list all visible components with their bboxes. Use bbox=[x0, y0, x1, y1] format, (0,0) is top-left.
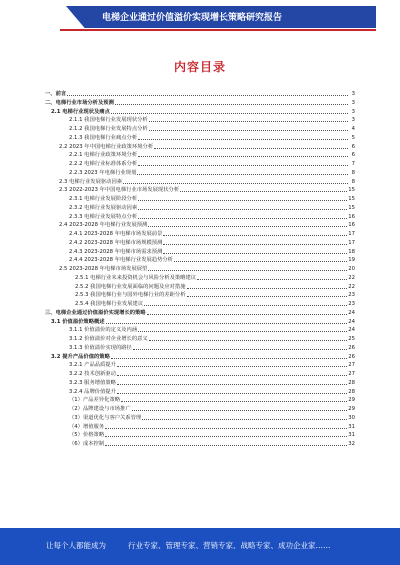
toc-entry-page: 28 bbox=[348, 388, 355, 395]
toc-entry-page: 22 bbox=[348, 274, 355, 281]
toc-entry[interactable] bbox=[45, 213, 355, 222]
toc-entry-label: 3.2.1 产品品质提升 bbox=[69, 362, 116, 369]
toc-entry[interactable] bbox=[45, 108, 355, 117]
toc-entry[interactable] bbox=[45, 256, 355, 265]
toc-entry-page: 3 bbox=[351, 99, 355, 106]
toc-entry[interactable] bbox=[45, 116, 355, 125]
toc-leader-dots bbox=[138, 204, 347, 210]
toc-entry[interactable] bbox=[45, 143, 355, 152]
toc-entry-label: 2.3.3 电梯行业发展特点分析 bbox=[69, 213, 138, 220]
toc-leader-dots bbox=[149, 335, 348, 341]
toc-entry-label: 3.2.2 技术创新驱动 bbox=[69, 371, 116, 377]
toc-entry-label: （5）价格策略 bbox=[69, 432, 105, 439]
toc-entry-page: 22 bbox=[348, 283, 355, 290]
footer-slogan-right: 行业专家、管理专家、营销专家、战略专家、成功企业家…… bbox=[128, 541, 331, 550]
toc-entry[interactable] bbox=[45, 239, 355, 248]
toc-entry-label: 2.3 2022-2023 年中国电梯行业市场发展现状分析 bbox=[59, 187, 180, 194]
toc-leader-dots bbox=[105, 440, 347, 446]
toc-entry[interactable] bbox=[45, 99, 355, 108]
toc-entry-page: 23 bbox=[348, 301, 355, 307]
toc-entry[interactable] bbox=[45, 440, 355, 449]
toc-entry-page: 16 bbox=[348, 222, 355, 229]
toc-entry-label: 3.1.1 价值溢价的定义及内涵 bbox=[69, 327, 138, 334]
toc-leader-dots bbox=[163, 230, 347, 236]
toc-entry-label: 2.5.3 我国电梯行业与国外电梯行业的差距分析 bbox=[75, 292, 186, 299]
toc-entry-label: （2）品牌建设与市场推广 bbox=[69, 406, 131, 412]
toc-entry-page: 6 bbox=[351, 152, 355, 159]
toc-entry[interactable] bbox=[45, 230, 355, 239]
toc-entry[interactable] bbox=[45, 431, 355, 440]
toc-leader-dots bbox=[106, 318, 348, 324]
toc-entry-label: 3.2.4 品牌价值提升 bbox=[69, 388, 116, 395]
toc-entry-label: 3.1.2 价值溢价对企业增长的意义 bbox=[69, 336, 148, 342]
toc-leader-dots bbox=[180, 186, 347, 192]
toc-entry[interactable] bbox=[45, 151, 355, 160]
toc-entry-label: 三、电梯企业通过价值溢价实现增长的策略 bbox=[45, 309, 146, 316]
toc-leader-dots bbox=[132, 405, 348, 411]
toc-leader-dots bbox=[149, 116, 348, 122]
toc-entry-label: 2.3.2 电梯行业发展驱动因素 bbox=[69, 204, 138, 211]
toc-entry[interactable] bbox=[45, 344, 355, 353]
title-underline bbox=[60, 29, 376, 31]
toc-entry-label: 3.2 提升产品价值的策略 bbox=[51, 353, 110, 360]
toc-entry-label: （3）渠道优化与客户关系管理 bbox=[69, 414, 142, 421]
toc-entry[interactable] bbox=[45, 195, 355, 204]
toc-entry-page: 20 bbox=[348, 266, 355, 272]
toc-entry-label: 2.5.4 我国电梯行业发展建议 bbox=[75, 301, 144, 307]
toc-entry-page: 31 bbox=[348, 432, 355, 439]
toc-entry-page: 19 bbox=[348, 257, 355, 264]
toc-entry-label: 2.1.2 我国电梯行业发展特点分析 bbox=[69, 126, 148, 132]
toc-entry[interactable] bbox=[45, 326, 355, 335]
toc-leader-dots bbox=[144, 300, 347, 306]
toc-entry-page: 32 bbox=[348, 441, 355, 447]
toc-entry[interactable] bbox=[45, 265, 355, 274]
toc-entry-page: 4 bbox=[351, 126, 355, 132]
toc-entry-page: 3 bbox=[351, 108, 355, 115]
toc-entry[interactable] bbox=[45, 178, 355, 187]
toc-entry[interactable] bbox=[45, 160, 355, 169]
table-of-contents bbox=[45, 90, 355, 449]
toc-entry[interactable] bbox=[45, 221, 355, 230]
toc-leader-dots bbox=[137, 169, 348, 175]
toc-entry-page: 24 bbox=[348, 318, 355, 325]
toc-entry-page: 23 bbox=[348, 292, 355, 299]
toc-entry[interactable] bbox=[45, 291, 355, 300]
toc-entry-label: 2.4.2 2023-2028 年电梯市场规模预测 bbox=[69, 239, 163, 246]
toc-entry-page: 31 bbox=[348, 423, 355, 430]
toc-leader-dots bbox=[148, 221, 347, 227]
toc-entry-label: （4）增值服务 bbox=[69, 423, 105, 430]
toc-entry[interactable] bbox=[45, 300, 355, 309]
toc-leader-dots bbox=[148, 265, 347, 271]
toc-leader-dots bbox=[138, 195, 347, 201]
toc-entry-page: 15 bbox=[348, 187, 355, 194]
toc-entry[interactable] bbox=[45, 309, 355, 318]
toc-entry-page: 3 bbox=[351, 91, 355, 97]
toc-leader-dots bbox=[149, 125, 348, 131]
toc-entry[interactable] bbox=[45, 388, 355, 397]
toc-leader-dots bbox=[138, 160, 348, 166]
toc-leader-dots bbox=[138, 151, 348, 157]
toc-entry[interactable] bbox=[45, 423, 355, 432]
toc-entry-label: 2.5.2 我国电梯行业发展面临的问题及应对措施 bbox=[75, 283, 186, 290]
toc-leader-dots bbox=[197, 274, 347, 280]
toc-entry-page: 29 bbox=[348, 406, 355, 412]
toc-entry-label: 一、前言 bbox=[45, 91, 67, 97]
toc-entry[interactable] bbox=[45, 405, 355, 414]
toc-entry[interactable] bbox=[45, 169, 355, 178]
toc-entry-label: 2.2 2023 年中国电梯行业政策环境分析 bbox=[59, 143, 154, 150]
toc-entry-label: 2.1.3 我国电梯行业痛点分析 bbox=[69, 134, 138, 141]
toc-entry-label: 2.3 电梯行业发展驱动因素 bbox=[59, 178, 123, 185]
toc-entry-page: 26 bbox=[348, 353, 355, 360]
toc-entry-label: 2.5 2023-2028 年电梯市场发展展望 bbox=[59, 266, 148, 272]
toc-leader-dots bbox=[67, 90, 348, 96]
toc-leader-dots bbox=[163, 248, 347, 254]
toc-entry[interactable] bbox=[45, 90, 355, 99]
toc-leader-dots bbox=[117, 361, 347, 367]
toc-leader-dots bbox=[105, 431, 347, 437]
toc-entry-label: 2.1.1 我国电梯行业发展现状分析 bbox=[69, 117, 148, 124]
toc-entry[interactable] bbox=[45, 361, 355, 370]
toc-leader-dots bbox=[163, 239, 347, 245]
toc-entry[interactable] bbox=[45, 248, 355, 257]
toc-leader-dots bbox=[117, 370, 347, 376]
toc-entry-label: 2.2.3 2023 年电梯行业规划 bbox=[69, 169, 137, 176]
toc-leader-dots bbox=[174, 256, 347, 262]
toc-entry-page: 16 bbox=[348, 213, 355, 220]
toc-entry-page: 6 bbox=[351, 143, 355, 150]
header bbox=[0, 0, 400, 40]
toc-entry-label: 二、电梯行业市场分析及预测 bbox=[45, 99, 114, 106]
toc-entry-label: 2.3.1 电梯行业发展阶段分析 bbox=[69, 196, 138, 202]
toc-entry-label: 3.2.3 服务增值策略 bbox=[69, 379, 116, 386]
toc-entry-page: 18 bbox=[348, 248, 355, 255]
toc-entry-page: 17 bbox=[348, 239, 355, 246]
toc-entry-page: 25 bbox=[348, 336, 355, 342]
toc-entry[interactable] bbox=[45, 283, 355, 292]
toc-entry-label: 2.5.1 电梯行业未来投资机会与风险分析及策略建议 bbox=[75, 274, 197, 281]
footer-slogan-left: 让每个人都能成为 bbox=[46, 541, 106, 550]
toc-entry-page: 26 bbox=[348, 344, 355, 351]
toc-entry-page: 7 bbox=[351, 161, 355, 167]
toc-entry[interactable] bbox=[45, 335, 355, 344]
toc-leader-dots bbox=[138, 326, 347, 332]
toc-leader-dots bbox=[138, 134, 348, 140]
toc-entry-page: 8 bbox=[351, 178, 355, 185]
toc-leader-dots bbox=[138, 213, 347, 219]
toc-entry-page: 3 bbox=[351, 117, 355, 124]
toc-entry[interactable] bbox=[45, 186, 355, 195]
toc-leader-dots bbox=[121, 396, 347, 402]
toc-leader-dots bbox=[117, 379, 347, 385]
toc-leader-dots bbox=[187, 291, 348, 297]
toc-entry-page: 15 bbox=[348, 196, 355, 202]
toc-leader-dots bbox=[133, 344, 347, 350]
toc-entry-page: 8 bbox=[351, 169, 355, 176]
toc-leader-dots bbox=[105, 423, 347, 429]
toc-entry[interactable] bbox=[45, 370, 355, 379]
toc-leader-dots bbox=[117, 388, 347, 394]
toc-leader-dots bbox=[147, 309, 348, 315]
toc-leader-dots bbox=[123, 178, 348, 184]
toc-entry[interactable] bbox=[45, 134, 355, 143]
toc-entry[interactable] bbox=[45, 274, 355, 283]
toc-entry[interactable] bbox=[45, 318, 355, 327]
toc-entry-label: （1）产品差异化策略 bbox=[69, 397, 121, 404]
toc-entry[interactable] bbox=[45, 204, 355, 213]
toc-leader-dots bbox=[111, 353, 347, 359]
toc-entry-label: 3.1.3 价值溢价实现的路径 bbox=[69, 344, 132, 351]
toc-entry-page: 24 bbox=[348, 327, 355, 334]
toc-entry-label: 3.1 价值溢价策略概述 bbox=[51, 318, 105, 325]
toc-entry-page: 30 bbox=[348, 414, 355, 421]
toc-entry-label: 2.4.1 2023-2028 年电梯市场发展前景 bbox=[69, 231, 163, 237]
toc-entry-label: 2.1 电梯行业现状及痛点 bbox=[51, 108, 110, 115]
toc-entry-page: 17 bbox=[348, 231, 355, 237]
toc-entry-label: 2.4 2023-2028 年电梯行业发展预测 bbox=[59, 222, 148, 229]
toc-entry-page: 27 bbox=[348, 371, 355, 377]
toc-entry-label: （6）成本控制 bbox=[69, 441, 105, 447]
toc-entry[interactable] bbox=[45, 353, 355, 362]
toc-entry-page: 28 bbox=[348, 379, 355, 386]
toc-entry[interactable] bbox=[45, 379, 355, 388]
toc-entry-label: 2.4.3 2023-2028 年电梯市场需求预测 bbox=[69, 248, 163, 255]
toc-heading: 内容目录 bbox=[173, 60, 226, 74]
toc-entry[interactable] bbox=[45, 396, 355, 405]
toc-entry[interactable] bbox=[45, 125, 355, 134]
toc-entry-label: 2.2.1 电梯行业政策环境分析 bbox=[69, 152, 138, 159]
toc-leader-dots bbox=[154, 143, 348, 149]
toc-entry-page: 15 bbox=[348, 204, 355, 211]
toc-leader-dots bbox=[115, 99, 348, 105]
report-title: 电梯企业通过价值溢价实现增长策略研究报告 bbox=[102, 13, 283, 23]
toc-entry-label: 2.4.4 2023-2028 年电梯行业发展趋势分析 bbox=[69, 257, 173, 264]
toc-entry-page: 29 bbox=[348, 397, 355, 404]
toc-leader-dots bbox=[187, 283, 348, 289]
toc-entry[interactable] bbox=[45, 414, 355, 423]
toc-leader-dots bbox=[111, 108, 348, 114]
toc-leader-dots bbox=[142, 414, 347, 420]
toc-entry-page: 27 bbox=[348, 362, 355, 369]
toc-entry-page: 5 bbox=[351, 134, 355, 141]
toc-entry-page: 24 bbox=[348, 309, 355, 316]
toc-entry-label: 2.2.2 电梯行业标准体系分析 bbox=[69, 161, 138, 167]
